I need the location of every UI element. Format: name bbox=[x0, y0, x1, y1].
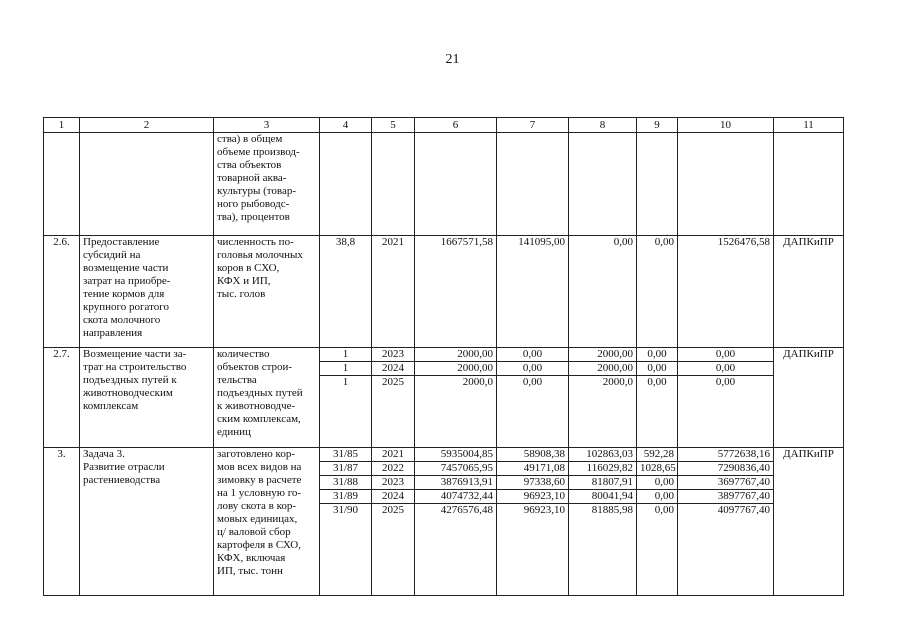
amount-cell: 0,00 bbox=[678, 348, 773, 362]
amount-cell: 2000,00 bbox=[569, 348, 636, 362]
amount-cell: 0,00 bbox=[715, 376, 736, 388]
amount-cell: 1526476,58 bbox=[678, 236, 774, 348]
amount-cell: 0,00 bbox=[569, 236, 637, 348]
table-row bbox=[44, 133, 844, 236]
header-cell: 8 bbox=[569, 118, 637, 133]
year-cell: 2025 bbox=[382, 504, 404, 516]
header-cell: 10 bbox=[678, 118, 774, 133]
amount-cell: 0,00 bbox=[637, 476, 677, 490]
amount-cell: 0,00 bbox=[678, 362, 773, 376]
amount-cell: 81885,98 bbox=[591, 504, 633, 516]
total-cell: 2000,0 bbox=[462, 376, 493, 388]
measure-name: Предоставление субсидий на возмещение части затрат на приобре- тение кормов для крупного рогатого скота молочного направления bbox=[80, 236, 214, 348]
indicator-value: 31/89 bbox=[320, 490, 371, 504]
amount-cell: 5772638,16 bbox=[678, 448, 773, 462]
amount-cell: 0,00 bbox=[637, 362, 677, 376]
indicator-cell: ства) в общем объеме производ- ства объектов товарной аква- культуры (товар- ного рыбоводс- тва), процентов bbox=[214, 133, 320, 236]
table-row bbox=[44, 236, 844, 348]
amount-cell: 4097767,40 bbox=[717, 504, 770, 516]
amount-cell: 2000,0 bbox=[602, 376, 633, 388]
header-cell: 3 bbox=[214, 118, 320, 133]
indicator-value: 1 bbox=[320, 362, 371, 376]
indicator-cell: численность по- головья молочных коров в СХО, КФХ и ИП, тыс. голов bbox=[214, 236, 320, 348]
indicator-value: 31/90 bbox=[332, 504, 359, 516]
indicator-value: 38,8 bbox=[320, 236, 372, 348]
amount-cell: 0,00 bbox=[637, 348, 677, 362]
total-cell: 2000,00 bbox=[415, 348, 496, 362]
row-number: 2.6. bbox=[44, 236, 80, 348]
row-number: 3. bbox=[44, 448, 80, 596]
total-cell: 3876913,91 bbox=[415, 476, 496, 490]
year-cell: 2024 bbox=[372, 490, 414, 504]
amount-cell: 0,00 bbox=[647, 376, 667, 388]
year-cell: 2022 bbox=[372, 462, 414, 476]
amount-cell: 96923,10 bbox=[497, 490, 568, 504]
indicator-value: 31/88 bbox=[320, 476, 371, 490]
year-cell: 2021 bbox=[372, 236, 415, 348]
amount-cell: 49171,08 bbox=[497, 462, 568, 476]
amount-cell: 0,00 bbox=[497, 362, 568, 376]
indicator-cell: количество объектов строи- тельства подъездных путей к животноводче- ским комплексам, единиц bbox=[214, 348, 320, 448]
header-cell: 6 bbox=[415, 118, 497, 133]
measure-name: Возмещение части за- трат на строительство подъездных путей к животноводческим комплексам bbox=[80, 348, 214, 448]
amount-cell: 97338,60 bbox=[497, 476, 568, 490]
amount-cell: 1028,65 bbox=[637, 462, 677, 476]
total-cell: 1667571,58 bbox=[415, 236, 497, 348]
page-number: 21 bbox=[445, 52, 460, 67]
amount-cell: 3697767,40 bbox=[678, 476, 773, 490]
header-cell: 5 bbox=[372, 118, 415, 133]
amount-cell: 7290836,40 bbox=[678, 462, 773, 476]
amount-cell: 592,28 bbox=[637, 448, 677, 462]
indicator-value: 31/85 bbox=[320, 448, 371, 462]
year-cell: 2025 bbox=[382, 376, 404, 388]
total-cell: 4276576,48 bbox=[440, 504, 493, 516]
header-cell: 2 bbox=[80, 118, 214, 133]
amount-cell: 0,00 bbox=[497, 348, 568, 362]
total-cell: 2000,00 bbox=[415, 362, 496, 376]
header-cell: 4 bbox=[320, 118, 372, 133]
amount-cell: 80041,94 bbox=[569, 490, 636, 504]
header-cell: 11 bbox=[774, 118, 844, 133]
amount-cell: 0,00 bbox=[637, 236, 678, 348]
measure-name: Задача 3. Развитие отрасли растениеводства bbox=[80, 448, 214, 596]
indicator-value: 1 bbox=[342, 376, 349, 388]
amount-cell: 0,00 bbox=[522, 376, 543, 388]
indicator-value: 1 bbox=[320, 348, 371, 362]
total-cell: 7457065,95 bbox=[415, 462, 496, 476]
year-cell: 2023 bbox=[372, 476, 414, 490]
amount-cell: 0,00 bbox=[637, 490, 677, 504]
row-number: 2.7. bbox=[44, 348, 80, 448]
header-cell: 7 bbox=[497, 118, 569, 133]
amount-cell: 102863,03 bbox=[569, 448, 636, 462]
year-cell: 2021 bbox=[372, 448, 414, 462]
table-row bbox=[44, 348, 844, 448]
header-cell: 9 bbox=[637, 118, 678, 133]
amount-cell: 2000,00 bbox=[569, 362, 636, 376]
table-row bbox=[44, 448, 844, 596]
amount-cell: 141095,00 bbox=[497, 236, 569, 348]
total-cell: 5935004,85 bbox=[415, 448, 496, 462]
amount-cell: 116029,82 bbox=[569, 462, 636, 476]
header-cell: 1 bbox=[44, 118, 80, 133]
program-table bbox=[43, 117, 844, 596]
executor-cell: ДАПКиПР bbox=[774, 348, 844, 448]
indicator-cell: заготовлено кор- мов всех видов на зимовку в расчете на 1 условную го- лову скота в кор- мовых единицах, ц/ валовой сбор картофеля в СХО, КФХ, включая ИП, тыс. тонн bbox=[214, 448, 320, 596]
year-cell: 2023 bbox=[372, 348, 414, 362]
amount-cell: 58908,38 bbox=[497, 448, 568, 462]
amount-cell: 81807,91 bbox=[569, 476, 636, 490]
amount-cell: 96923,10 bbox=[523, 504, 565, 516]
amount-cell: 0,00 bbox=[654, 504, 674, 516]
year-cell: 2024 bbox=[372, 362, 414, 376]
executor-cell: ДАПКиПР bbox=[774, 448, 844, 596]
total-cell: 4074732,44 bbox=[415, 490, 496, 504]
executor-cell: ДАПКиПР bbox=[774, 236, 844, 348]
indicator-value: 31/87 bbox=[320, 462, 371, 476]
header-row bbox=[44, 118, 844, 133]
amount-cell: 3897767,40 bbox=[678, 490, 773, 504]
